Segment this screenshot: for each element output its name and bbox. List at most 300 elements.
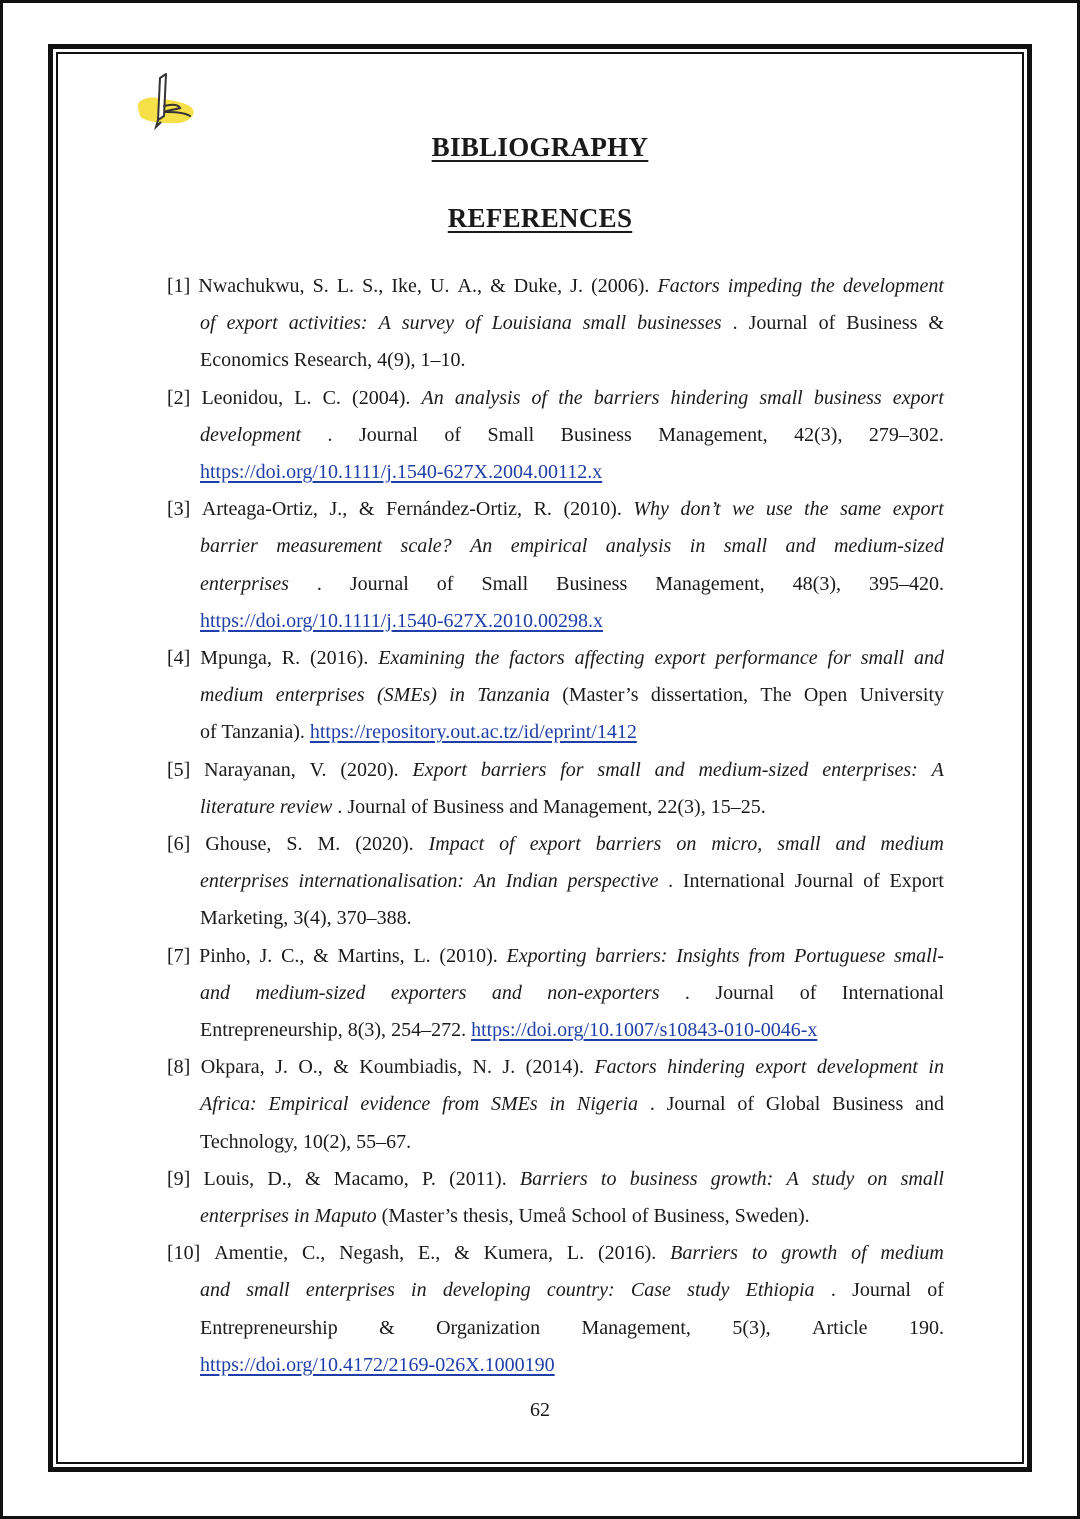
reference-text: [2] [167,386,191,409]
reference-title-text: and [785,535,816,558]
word [583,305,626,342]
word [167,826,190,863]
word [606,528,672,565]
word [359,417,418,454]
word [268,1086,348,1123]
reference-title-text: Factors [594,1056,657,1079]
reference-text: of [863,870,880,893]
word [167,938,190,975]
reference-title-text: enterprises: [822,758,918,781]
reference-text: Amentie, [214,1242,289,1265]
reference-text: Ike, [391,275,422,297]
word [561,417,632,454]
reference-text: School [571,1205,627,1227]
references-heading: REFERENCES [447,203,633,233]
reference-title-text: scale? [400,535,452,558]
word [360,1086,430,1123]
reference-text: Fernández-Ortiz, [385,498,523,521]
reference-text: [4] [167,647,191,669]
reference-text: . [649,1093,655,1116]
reference-text: University [859,684,944,707]
reference-title-text: small [597,758,641,781]
word [846,305,917,342]
word [167,1235,200,1272]
word [473,1049,492,1086]
reference-title-text: export [892,498,944,521]
word [214,1235,288,1272]
reference-line [200,1086,944,1123]
reference-text: Journal [852,1279,911,1302]
reference-title-text: growth [781,1242,838,1265]
reference-title-text: A [931,758,944,781]
word [310,752,327,789]
reference-title-text: same [840,498,882,521]
reference-title-text: Factors [657,275,720,297]
reference-text: Kumera, [483,1242,553,1265]
reference-line [200,1124,411,1161]
reference-text: 395–420. [868,572,944,595]
reference-text: dissertation, [650,684,749,707]
word [794,417,842,454]
word [562,677,638,714]
word [781,1235,837,1272]
reference-text: Journal [666,1093,726,1116]
reference-title-text: of [465,312,481,335]
word [282,640,300,677]
reference-text: & [490,275,506,297]
doi-link[interactable]: https://doi.org/10.1007/s10843-010-0046-x [471,1019,818,1041]
reference-text: P. [421,1167,436,1190]
reference-text: of [444,423,462,446]
reference-text: (Master’s [381,1205,458,1227]
reference-text: 254–272. [391,1019,467,1041]
reference-text: L. [336,275,355,297]
reference-title-text: development [200,423,302,446]
reference-text: Small [481,572,529,595]
word [817,1049,918,1086]
reference-title-text: An [421,386,444,409]
word [378,640,465,677]
word [204,1161,255,1198]
reference-text: & [379,1316,395,1339]
reference-line [200,1012,817,1049]
word [276,528,382,565]
reference-title-text: businesses [637,312,722,335]
reference-title-text: barrier [200,535,258,558]
word [842,975,944,1012]
word [201,380,283,417]
reference-title-text: barriers [593,386,660,409]
word [484,1235,553,1272]
word [276,677,365,714]
reference-text: Entrepreneurship [200,1316,338,1339]
reference-text: of [411,795,428,818]
reference-title-text: medium-sized [833,535,944,558]
reference-title-text: factors [509,647,565,669]
reference-text: Leonidou, [201,386,284,409]
reference-first-line [167,268,944,305]
reference-title-text: internationalisation: [298,870,465,893]
word [286,826,302,863]
reference-title-text: Maputo [314,1205,377,1227]
reference-text: of [436,572,454,595]
word [330,491,348,528]
reference-title-text: impeding [727,275,803,297]
reference-text: (2014). [525,1056,584,1079]
word [379,305,391,342]
reference-text: 15–25. [710,795,766,818]
word [927,1272,944,1309]
bibliography-heading: BIBLIOGRAPHY [431,132,649,162]
reference-title-text: export [529,833,581,855]
reference-title-text: (SMEs) [376,684,437,707]
reference-text: & [313,944,329,967]
reference-text: Marketing, [200,907,289,930]
word [760,677,791,714]
reference-text: Organization [436,1316,541,1339]
reference-line [200,417,944,454]
reference-text: [9] [167,1167,191,1190]
reference-title-text: An [473,870,496,893]
word [657,268,719,305]
word [454,1235,470,1272]
word [732,1310,770,1347]
word [567,863,658,900]
reference-title-text: affecting [574,647,645,669]
word [861,640,904,677]
reference-title-text: the [558,386,583,409]
reference-text: Mpunga, [200,647,272,669]
word [733,305,738,342]
reference-text: Technology, [200,1130,298,1153]
reference-title-text: and [200,1279,230,1302]
reference-line [200,1198,810,1235]
reference-text: International [682,870,785,893]
page-number: 62 [530,1399,550,1421]
reference-title-text: in [928,1056,944,1079]
word [633,491,669,528]
reference-text: [7] [167,944,191,967]
word [337,938,404,975]
word [766,1086,820,1123]
reference-first-line [167,380,944,417]
word [794,938,885,975]
word [402,305,454,342]
reference-title-text: Nigeria [576,1093,638,1116]
reference-text: of [818,312,836,335]
word [594,380,660,417]
word [474,863,496,900]
reference-text: thesis, [462,1205,514,1227]
reference-title-text: small [246,1279,290,1302]
word [449,677,465,714]
word [205,826,271,863]
reference-title-text: exporters [390,981,467,1004]
reference-text: S. [286,833,303,855]
word [167,752,190,789]
reference-text: Journal [349,572,409,595]
reference-text: & [358,498,375,521]
word [676,938,739,975]
word [851,1235,867,1272]
word [294,380,311,417]
reference-text: 279–302. [868,423,944,446]
reference-line [200,789,766,826]
word [598,1235,656,1272]
word [840,491,881,528]
reference-title-text: micro, [711,833,763,855]
word [491,1086,538,1123]
reference-text: [1] [167,275,191,297]
word [200,417,301,454]
reference-text: Martins, [337,944,405,967]
word [547,975,659,1012]
word [442,1086,479,1123]
word [748,938,785,975]
reference-title-text: Exporting [506,944,587,967]
word [502,1049,515,1086]
reference-text: . [337,795,343,818]
word [492,975,522,1012]
word [275,1049,288,1086]
reference-text: (2004). [352,386,411,409]
word [359,1049,462,1086]
reference-text: J. [570,275,583,297]
word [386,491,522,528]
word [511,528,588,565]
reference-text: (2010). [563,498,622,521]
word [787,1161,799,1198]
reference-text: Economics [200,349,289,372]
reference-text: Global [765,1093,821,1116]
reference-title-text: performance [715,647,818,669]
reference-text: J. [502,1056,516,1079]
word [313,938,329,975]
reference-title-text: small [860,647,905,669]
reference-text: of [927,1279,944,1302]
word [267,1161,291,1198]
word [843,268,944,305]
reference-first-line [167,752,944,789]
reference-text: Journal [347,795,407,818]
word [227,305,278,342]
word [458,268,482,305]
word [928,305,944,342]
reference-line [200,305,944,342]
reference-first-line [167,938,944,975]
word [658,417,767,454]
reference-text: Koumbiadis, [359,1056,463,1079]
reference-text: Article [812,1316,868,1339]
reference-text: Ghouse, [205,833,272,855]
reference-title-text: study [687,1279,730,1302]
word [352,380,410,417]
reference-title-text: Export [412,758,467,781]
reference-text: 55–67. [356,1130,412,1153]
word [793,566,841,603]
word [167,268,190,305]
reference-text: [5] [167,758,191,781]
reference-title-text: small [900,1167,944,1190]
reference-title-text: small [723,535,768,558]
word [831,1272,836,1309]
doi-link[interactable]: https://doi.org/10.4172/2169-026X.1000190 [200,1353,555,1376]
reference-title-text: export [226,312,278,335]
word [506,938,586,975]
reference-text: 4(9), [377,349,416,372]
reference-title-text: Empirical [268,1093,349,1116]
reference-text: . [327,423,333,446]
reference-title-text: activities: [288,312,368,335]
word [832,1086,903,1123]
word [597,752,640,789]
reference-text: Negash, [339,1242,405,1265]
reference-title-text: medium [200,684,264,707]
reference-text: Journal [359,423,418,446]
reference-text: S. [312,275,329,297]
word [532,380,548,417]
word [828,640,851,677]
reference-title-text: to [600,1167,617,1190]
reference-text: . [830,1279,836,1302]
reference-title-text: for [560,758,584,781]
word [437,566,454,603]
word [860,677,944,714]
reference-text: Sweden). [734,1205,810,1227]
word [777,826,820,863]
word [819,305,836,342]
reference-title-text: study [811,1167,855,1190]
word [167,491,190,528]
reference-text: O., [298,1056,323,1079]
reference-text: 370–388. [336,907,412,930]
reference-text: . [668,870,674,893]
word [715,975,774,1012]
reference-text: 10(2), [302,1130,352,1153]
word [558,380,582,417]
word [637,305,721,342]
reference-title-text: Louisiana [491,312,572,335]
reference-text: & [333,1056,349,1079]
word [200,566,289,603]
reference-text: . [684,981,690,1004]
reference-text: & [305,1167,321,1190]
word [391,268,422,305]
reference-title-text: barriers [595,833,662,855]
word [804,491,828,528]
reference-title-text: to [751,1242,768,1265]
reference-text: J., [329,498,348,521]
reference-text: 1–10. [420,349,466,372]
doi-link[interactable]: https://doi.org/10.1111/j.1540-627X.2010.00298.x [200,609,603,632]
word [928,1049,944,1086]
reference-title-text: in [449,684,465,707]
reference-text: & [454,1242,470,1265]
reference-title-text: the [804,498,829,521]
reference-title-text: small [582,312,627,335]
word [339,1235,404,1272]
reference-text: and [509,795,538,818]
reference-line [200,1272,944,1309]
reference-text: S., [362,275,384,297]
reference-title-text: A [378,312,391,335]
word [429,826,485,863]
word [481,566,528,603]
reference-text: Export [889,870,944,893]
reference-text: Entrepreneurship, [200,1019,343,1041]
word [465,305,481,342]
word [333,1049,349,1086]
reference-title-text: business [813,386,882,409]
word [200,863,289,900]
word [814,380,882,417]
word [492,305,572,342]
word [687,1272,729,1309]
reference-line [200,863,944,900]
word [715,640,817,677]
reference-text: Business [846,312,918,335]
reference-first-line [167,640,944,677]
reference-title-text: Barriers [519,1167,588,1190]
word [422,1161,436,1198]
word [786,528,816,565]
reference-title-text: on [867,1167,888,1190]
word [915,1086,944,1123]
word [881,826,944,863]
word [302,1235,325,1272]
word [413,752,467,789]
reference-title-text: medium-sized [698,758,809,781]
word [889,863,943,900]
reference-line [200,528,944,565]
reference-title-text: export [755,1056,807,1079]
word [651,677,748,714]
word [418,1235,440,1272]
reference-text: and [915,1093,944,1116]
doi-link[interactable]: https://doi.org/10.1111/j.1540-627X.2004.00112.x [200,461,603,483]
reference-title-text: growth: [710,1167,774,1190]
reference-line [200,1310,944,1347]
reference-text: of [631,1205,649,1227]
reference-text: U. [430,275,450,297]
reference-title-text: and [654,758,685,781]
reference-first-line [167,826,944,863]
word [443,1272,531,1309]
word [449,1161,507,1198]
word [167,640,190,677]
reference-title-text: of [200,312,216,335]
word [318,826,341,863]
word [547,1272,615,1309]
reference-text: (2020). [340,758,399,781]
word [204,752,296,789]
reference-title-text: perspective [567,870,659,893]
reference-line [200,566,944,603]
reference-text: 22(3), [657,795,706,818]
reference-title-text: Africa: [200,1093,257,1116]
word [439,938,497,975]
word [737,1086,754,1123]
reference-text: Management, [542,795,653,818]
reference-first-line [167,1235,944,1272]
reference-title-text: survey [401,312,455,335]
reference-text: Arteaga-Ortiz, [201,498,318,521]
reference-text: Narayanan, [204,758,296,781]
word [337,268,354,305]
doi-link[interactable]: https://repository.out.ac.tz/id/eprint/1412 [309,721,637,744]
word [201,1049,265,1086]
word [298,1049,322,1086]
